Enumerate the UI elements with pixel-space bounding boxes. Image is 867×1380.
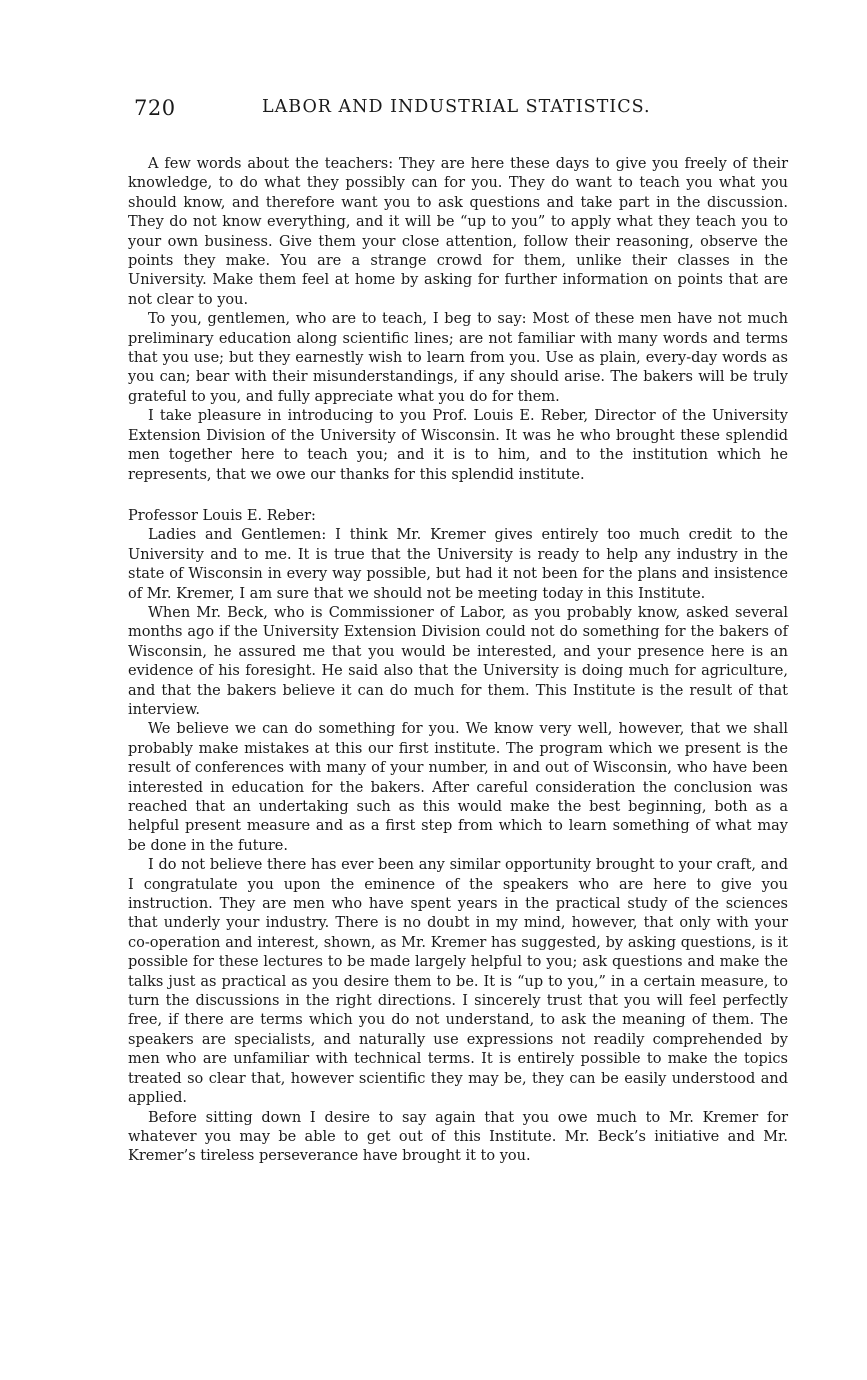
page-number: 720 [134,96,176,120]
page-header [134,96,786,124]
paragraph-gentlemen: To you, gentlemen, who are to teach, I beg to say: Most of these men have not much preliminary education along scientific lines; are not familiar with many words and terms that you use; but they earnestly wish to learn from you. Use as plain, every-day words as you can; bear with their misunderstandings, if any should arise. The bakers will be truly grateful to you, and fully appreciate what you do for them. [128,311,788,405]
paragraph-introduction: I take pleasure in introducing to you Prof. Louis E. Reber, Director of the University Extension Division of the University of Wisconsin. It was he who brought these splendid men together here to teach you; and it is to him, and to the institution which he represents, that we owe our thanks for this splendid institute. [128,408,788,483]
paragraph-mr-beck: When Mr. Beck, who is Commissioner of Labor, as you probably know, asked several months ago if the University Extension Division could not do something for the bakers of Wisconsin, he assured me that you would be interested, and your presence here is an evidence of his foresight. He said also that the University is doing much for agriculture, and that the bakers believe it can do much for them. This Institute is the result of that interview. [128,604,788,718]
speaker-heading: Professor Louis E. Reber: [128,507,316,524]
paragraph-closing: Before sitting down I desire to say again that you owe much to Mr. Kremer for whatever you may be able to get out of this Institute. Mr. Beck’s initiative and Mr. Kremer’s tireless perseverance have brought it to you. [128,1109,788,1165]
running-title: LABOR AND INDUSTRIAL STATISTICS. [262,97,651,117]
paragraph-ladies-gentlemen: Ladies and Gentlemen: I think Mr. Kremer gives entirely too much credit to the University and to me. It is true that the University is ready to help any industry in the state of Wisconsin in every way possible, but had it not been for the plans and insistence of Mr. Kremer, I am sure that we should not be meeting today in this Institute. [128,527,788,602]
paragraph-teachers: A few words about the teachers: They are here these days to give you freely of their knowledge, to do what they possibly can for you. They do want to teach you what you should know, and therefore want you to ask questions and take part in the discussion. They do not know everything, and it will be “up to you” to apply what they teach you to your own business. Give them your close attention, follow their reasoning, observe the points they make. You are a strange crowd for them, unlike their classes in the University. Make them feel at home by asking for further information on points that are not clear to you. [128,156,788,308]
body-text [128,155,788,1167]
paragraph-opportunity: I do not believe there has ever been any similar opportunity brought to your craft, and I congratulate you upon the eminence of the speakers who are here to give you instruction. They are men who have spent years in the practical study of the sciences that underly your industry. There is no doubt in my mind, however, that only with your co-operation and interest, shown, as Mr. Kremer has suggested, by asking questions, is it possible for these lectures to be made largely helpful to you; ask questions and make the talks just as practical as you desire them to be. It is “up to you,” in a certain measure, to turn the discussions in the right directions. I sincerely trust that you will feel perfectly free, if there are terms which you do not understand, to ask the meaning of them. The speakers are specialists, and naturally use expressions not readily comprehended by men who are unfamiliar with technical terms. It is entirely possible to make the topics treated so clear that, however scientific they may be, they can be easily understood and applied. [128,857,788,1107]
paragraph-we-believe: We believe we can do something for you. We know very well, however, that we shall probably make mistakes at this our first institute. The program which we present is the result of conferences with many of your number, in and out of Wisconsin, who have been interested in education for the bakers. After careful consideration the conclusion was reached that an undertaking such as this would make the best beginning, both as a helpful present measure and as a first step from which to learn something of what may be done in the future. [128,721,788,854]
